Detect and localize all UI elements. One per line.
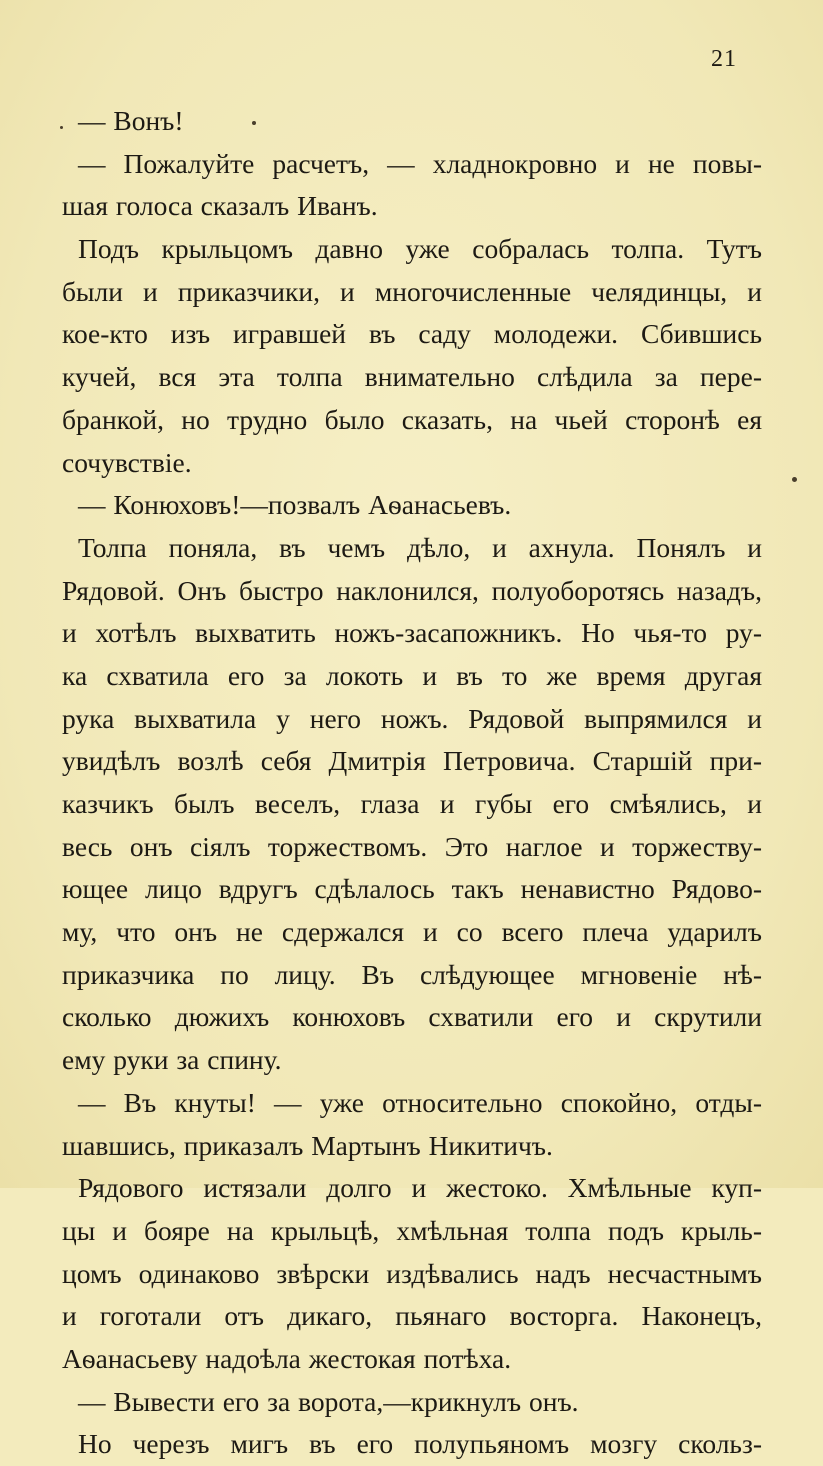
text-line: му, что онъ не сдержался и со всего плеча ударилъ [62,916,762,948]
text-line: бранкой, но трудно было сказать, на чьей сторонѣ ея [62,403,762,435]
text-line: ющее лицо вдругъ сдѣлалось такъ ненавистно Рядово- [62,873,762,905]
text-line: — Вывести его за ворота,—крикнулъ онъ. [78,1385,579,1417]
text-line: и гоготали отъ дикаго, пьянаго восторга. Наконецъ, [62,1300,762,1332]
text-line: кучей, вся эта толпа внимательно слѣдила за пере- [62,361,762,393]
text-line: рука выхватила у него ножъ. Рядовой выпрямился и [62,702,762,734]
text-line: ка схватила его за локоть и въ то же время другая [62,659,762,691]
page-number: 21 [711,46,737,72]
text-line: Рядовой. Онъ быстро наклонился, полуоборотясь назадъ, [62,574,762,606]
text-line: увидѣлъ возлѣ себя Дмитрія Петровича. Старшій при- [62,745,762,777]
text-line: шавшись, приказалъ Мартынъ Никитичъ. [62,1129,553,1161]
text-line: Рядового истязали долго и жестоко. Хмѣльные куп- [78,1172,762,1204]
text-line: Аѳанасьеву надоѣла жестокая потѣха. [62,1342,512,1374]
text-line: Но черезъ мигъ въ его полупьяномъ мозгу скольз- [78,1428,762,1460]
text-line: весь онъ сіялъ торжествомъ. Это наглое и торжеству- [62,830,762,862]
text-line: сочувствіе. [62,446,192,478]
text-line: — Пожалуйте расчетъ, — хладнокровно и не повы- [78,147,762,179]
text-line: — Вонъ! [78,105,184,136]
text-line: приказчика по лицу. Въ слѣдующее мгновеніе нѣ- [62,958,762,990]
text-line: и хотѣлъ выхватить ножъ-засапожникъ. Но чья-то ру- [62,617,762,649]
text-line: ему руки за спину. [62,1044,282,1076]
text-line: — Конюховъ!—позвалъ Аѳанасьевъ. [78,489,512,521]
ink-speck [792,477,797,482]
body-text [62,100,762,1466]
text-line: были и приказчики, и многочисленные челядинцы, и [62,275,762,307]
text-line: Подъ крыльцомъ давно уже собралась толпа. Тутъ [78,233,762,265]
text-line: цомъ одинаково звѣрски издѣвались надъ несчастнымъ [62,1257,762,1289]
text-line: цы и бояре на крыльцѣ, хмѣльная толпа подъ крыль- [62,1214,762,1246]
text-line: казчикъ былъ веселъ, глаза и губы его смѣялись, и [62,788,762,819]
text-line: кое-кто изъ игравшей въ саду молодежи. Сбившись [62,318,762,350]
text-line: шая голоса сказалъ Иванъ. [62,190,378,222]
text-line: Толпа поняла, въ чемъ дѣло, и ахнула. Понялъ и [78,531,762,563]
ink-speck [252,121,256,125]
ink-speck [60,126,63,129]
text-line: — Въ кнуты! — уже относительно спокойно, отды- [78,1086,762,1118]
text-line: сколько дюжихъ конюховъ схватили его и скрутили [62,1001,762,1033]
